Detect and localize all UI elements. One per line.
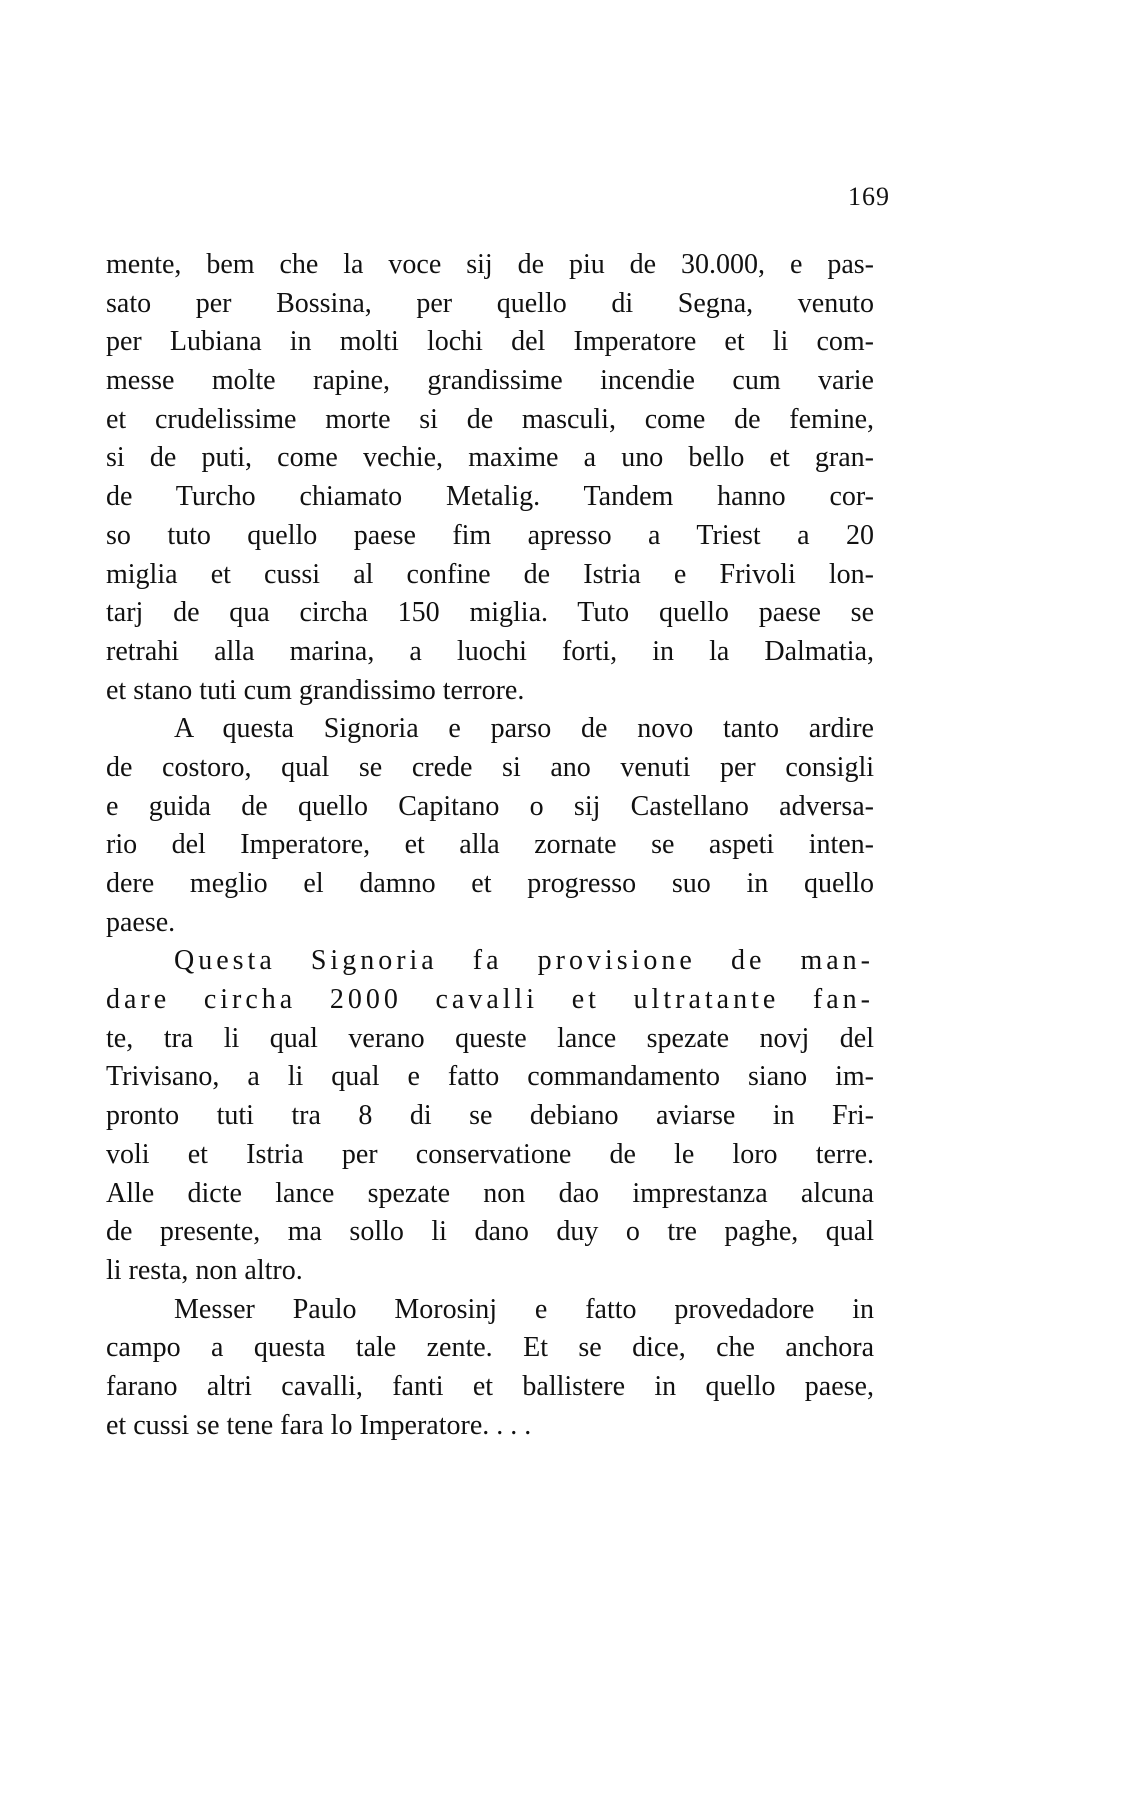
page-number: 169: [848, 182, 890, 211]
text-line: miglia et cussi al confine de Istria e Frivoli lon-: [106, 558, 874, 590]
text-line: e guida de quello Capitano o sij Castellano adversa-: [106, 790, 874, 822]
text-line: sato per Bossina, per quello di Segna, venuto: [106, 287, 874, 319]
text-line: et cussi se tene fara lo Imperatore. . . .: [106, 1409, 532, 1441]
text-line: si de puti, come vechie, maxime a uno bello et gran-: [106, 442, 874, 474]
text-line: Trivisano, a li qual e fatto commandamento siano im-: [106, 1061, 874, 1093]
text-line: retrahi alla marina, a luochi forti, in la Dalmatia,: [106, 635, 874, 667]
text-line: so tuto quello paese fim apresso a Triest a 20: [106, 519, 874, 551]
body-text: [106, 246, 874, 1445]
text-line: de Turcho chiamato Metalig. Tandem hanno cor-: [106, 481, 874, 513]
text-line: messe molte rapine, grandissime incendie cum varie: [106, 365, 874, 397]
text-line: de presente, ma sollo li dano duy o tre paghe, qual: [106, 1216, 874, 1248]
text-line: dare circha 2000 cavalli et ultratante fan-: [106, 984, 874, 1016]
text-line: paese.: [106, 906, 176, 938]
text-line: campo a questa tale zente. Et se dice, che anchora: [106, 1332, 874, 1364]
text-line: te, tra li qual verano queste lance spezate novj del: [106, 1022, 874, 1054]
text-line: tarj de qua circha 150 miglia. Tuto quello paese se: [106, 597, 874, 629]
paragraph-start-line: A questa Signoria e parso de novo tanto ardire: [174, 713, 874, 745]
text-line: rio del Imperatore, et alla zornate se aspeti inten-: [106, 829, 874, 861]
text-line: li resta, non altro.: [106, 1254, 303, 1286]
paragraph-start-line: Messer Paulo Morosinj e fatto provedadore in: [174, 1293, 874, 1325]
text-line: Alle dicte lance spezate non dao imprestanza alcuna: [106, 1177, 874, 1209]
text-line: mente, bem che la voce sij de piu de 30.000, e pas-: [106, 249, 874, 280]
text-line: de costoro, qual se crede si ano venuti per consigli: [106, 751, 874, 783]
text-line: farano altri cavalli, fanti et ballistere in quello paese,: [106, 1370, 874, 1402]
text-line: dere meglio el damno et progresso suo in quello: [106, 868, 874, 899]
paragraph-start-line: Questa Signoria fa provisione de man-: [174, 945, 874, 977]
text-line: pronto tuti tra 8 di se debiano aviarse in Fri-: [106, 1100, 874, 1132]
text-line: et crudelissime morte si de masculi, come de femine,: [106, 403, 874, 435]
text-line: voli et Istria per conservatione de le loro terre.: [106, 1138, 874, 1170]
text-line: et stano tuti cum grandissimo terrore.: [106, 674, 525, 706]
text-line: per Lubiana in molti lochi del Imperatore et li com-: [106, 326, 874, 358]
